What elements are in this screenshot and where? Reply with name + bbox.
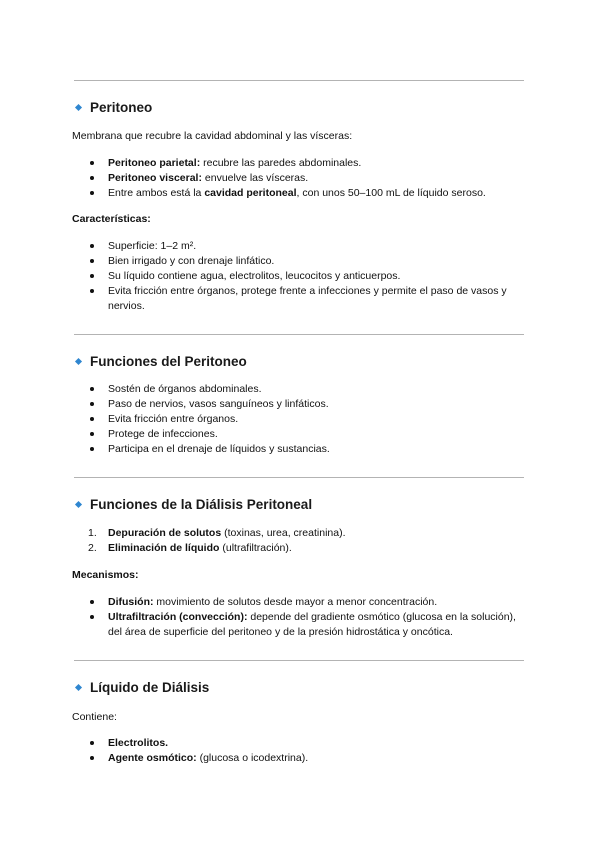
diamond-bullet-icon bbox=[75, 501, 82, 508]
divider bbox=[74, 80, 524, 81]
peritoneo-intro: Membrana que recubre la cavidad abdominal y las vísceras: bbox=[72, 130, 353, 142]
divider bbox=[74, 334, 524, 335]
divider bbox=[74, 660, 524, 661]
list-item: Difusión: movimiento de solutos desde mayor a menor concentración. bbox=[72, 595, 532, 610]
diamond-bullet-icon bbox=[75, 104, 82, 111]
mecanismos-label: Mecanismos: bbox=[72, 569, 139, 581]
funciones-peritoneo-list bbox=[72, 382, 532, 457]
section-heading-liquido-dialisis: Líquido de Diálisis bbox=[76, 679, 209, 697]
list-item: 2. Eliminación de líquido (ultrafiltración). bbox=[88, 542, 292, 554]
liquido-list bbox=[72, 736, 532, 766]
list-item: Su líquido contiene agua, electrolitos, leucocitos y anticuerpos. bbox=[72, 269, 532, 284]
list-item: Participa en el drenaje de líquidos y sustancias. bbox=[72, 442, 532, 457]
list-item: Bien irrigado y con drenaje linfático. bbox=[72, 254, 532, 269]
list-item: Sostén de órganos abdominales. bbox=[72, 382, 532, 397]
list-item: Electrolitos. bbox=[72, 736, 532, 751]
list-item: Agente osmótico: (glucosa o icodextrina). bbox=[72, 751, 532, 766]
divider bbox=[74, 477, 524, 478]
list-item: Protege de infecciones. bbox=[72, 427, 532, 442]
list-item: Evita fricción entre órganos. bbox=[72, 412, 532, 427]
section-heading-funciones-peritoneo: Funciones del Peritoneo bbox=[76, 353, 247, 371]
list-item: Superficie: 1–2 m². bbox=[72, 239, 532, 254]
list-item: Ultrafiltración (convección): depende del gradiente osmótico (glucosa en la solución), del área de superficie del peritoneo y de la presión hidrostática y oncótica. bbox=[72, 610, 532, 640]
caracteristicas-label: Características: bbox=[72, 213, 151, 225]
liquido-intro: Contiene: bbox=[72, 711, 117, 723]
list-item: Evita fricción entre órganos, protege frente a infecciones y permite el paso de vasos y nervios. bbox=[72, 284, 532, 314]
list-item: Entre ambos está la cavidad peritoneal, con unos 50–100 mL de líquido seroso. bbox=[72, 186, 532, 201]
diamond-bullet-icon bbox=[75, 684, 82, 691]
caracteristicas-list bbox=[72, 239, 532, 314]
section-heading-funciones-dialisis: Funciones de la Diálisis Peritoneal bbox=[76, 496, 312, 514]
diamond-bullet-icon bbox=[75, 358, 82, 365]
funciones-dialisis-list bbox=[72, 526, 532, 556]
list-item: Peritoneo visceral: envuelve las vísceras. bbox=[72, 171, 532, 186]
list-item: 1. Depuración de solutos (toxinas, urea, creatinina). bbox=[88, 527, 346, 539]
list-item: Peritoneo parietal: recubre las paredes abdominales. bbox=[72, 156, 532, 171]
list-item: Paso de nervios, vasos sanguíneos y linfáticos. bbox=[72, 397, 532, 412]
peritoneo-list bbox=[72, 156, 532, 201]
section-heading-peritoneo: Peritoneo bbox=[76, 99, 152, 117]
mecanismos-list bbox=[72, 595, 532, 640]
